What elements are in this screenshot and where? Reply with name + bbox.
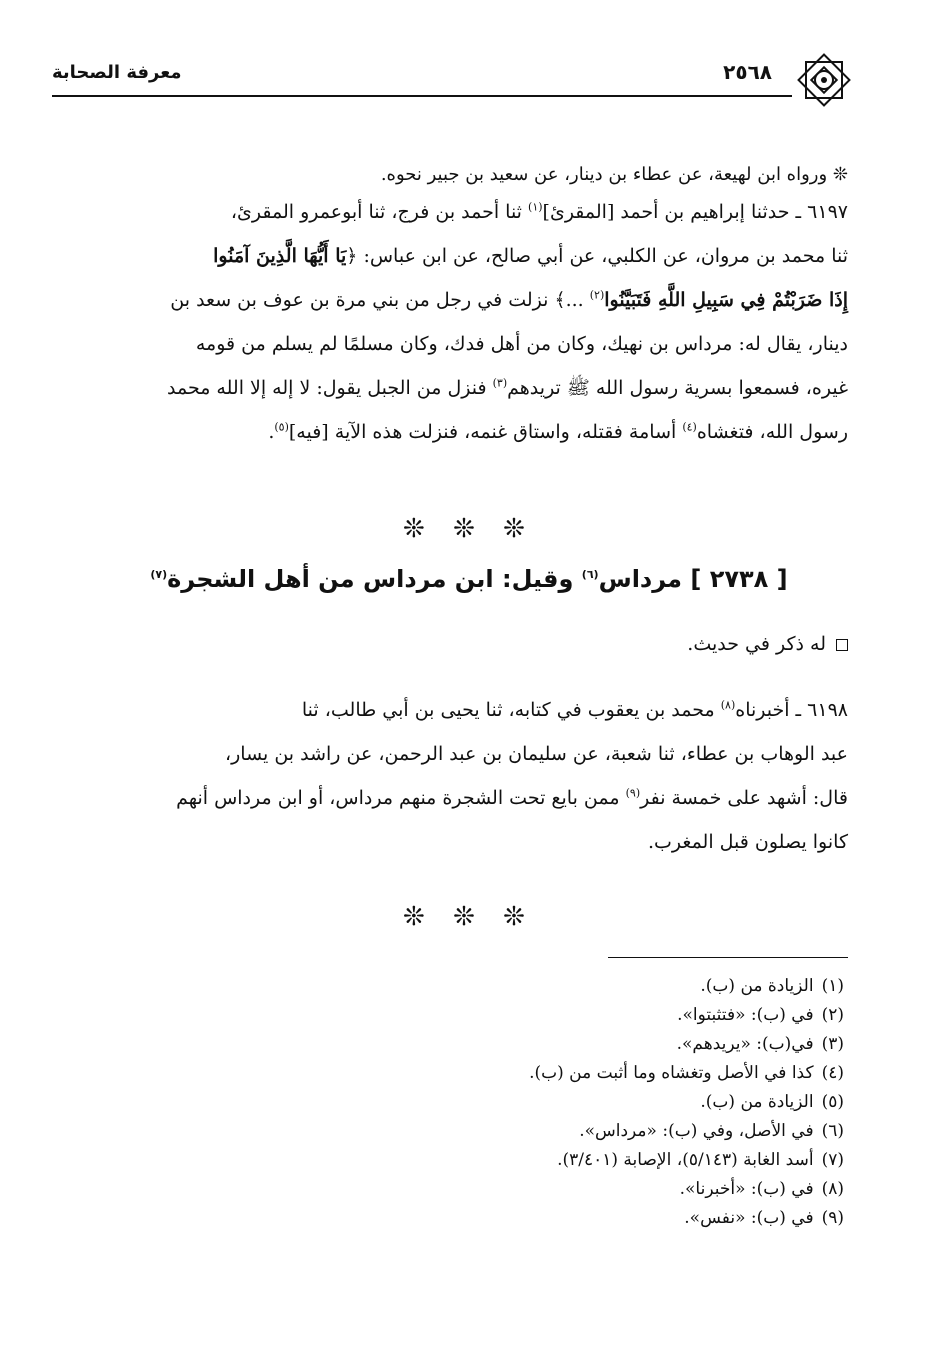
- section-divider: ❊ ❊ ❊: [403, 902, 535, 932]
- running-title: معرفة الصحابة: [52, 62, 182, 83]
- intro-paragraph: ❊ ورواه ابن لهيعة، عن عطاء بن دينار، عن سعيد بن جبير نحوه.: [380, 164, 848, 185]
- footnote-item: (٦)في الأصل، وفي (ب): «مرداس».: [579, 1121, 844, 1141]
- footnote-item: (٤)كذا في الأصل وتغشاه وما أثبت من (ب).: [529, 1063, 844, 1083]
- footnote-ref: (٦): [581, 568, 599, 581]
- footnotes-list: [84, 972, 844, 1233]
- hadith-6197-line6: رسول الله، فتغشاه$^{(٤)}$ أسامة فقتله، واستاق غنمه، فنزلت هذه الآية [فيه]$^{(٥)}$.: [268, 420, 848, 443]
- section-divider: ❊ ❊ ❊: [403, 514, 535, 544]
- hadith-6197: [78, 190, 848, 454]
- footnote-item: (٢)في (ب): «فتثبتوا».: [677, 1005, 844, 1025]
- footnote-ref: (٨): [720, 698, 736, 712]
- hadith-6198-line2: عبد الوهاب بن عطاء، ثنا شعبة، عن سليمان بن عبد الرحمن، عن راشد بن يسار،: [224, 743, 848, 765]
- hadith-6197-line1: ٦١٩٧ ـ حدثنا إبراهيم بن أحمد [المقرئ]$^{(١)}$ ثنا أحمد بن فرج، ثنا أبوعمرو المقرئ،: [230, 200, 848, 223]
- hadith-6198: [78, 688, 848, 864]
- footnote-item: (٨)في (ب): «أخبرنا».: [679, 1179, 844, 1199]
- hadith-6198-line4: كانوا يصلون قبل المغرب.: [648, 831, 848, 853]
- hadith-6197-line2: ثنا محمد بن مروان، عن الكلبي، عن أبي صالح، عن ابن عباس: ﴿يَا أَيُّهَا الَّذِينَ آمَنُوا: [213, 245, 848, 267]
- footnote-item: (١)الزيادة من (ب).: [700, 976, 844, 996]
- footnote-rule: [608, 957, 848, 958]
- square-bullet-icon: [836, 639, 848, 651]
- page-number: ٢٥٦٨: [723, 60, 772, 84]
- footnote-ref: (٥): [274, 420, 289, 434]
- footnote-ref: (٤): [682, 420, 697, 434]
- entry-note: له ذكر في حديث.: [687, 633, 848, 655]
- footnote-item: (٣)في(ب): «يريدهم».: [676, 1034, 844, 1054]
- hadith-6197-line5: غيره، فسمعوا بسرية رسول الله ﷺ تريدهم$^{(٣)}$ فنزل من الجبل يقول: لا إله إلا الله محمد: [166, 376, 848, 399]
- footnote-item: (٩)في (ب): «نفس».: [684, 1208, 844, 1228]
- entry-heading: [ ٢٧٣٨ ] مرداس$^{(٦)}$ وقيل: ابن مرداس من أهل الشجرة$^{(٧)}$: [150, 565, 788, 593]
- star-ornament-icon: [792, 48, 856, 112]
- hadith-6198-line3: قال: أشهد على خمسة نفر$^{(٩)}$ ممن بايع تحت الشجرة منهم مرداس، أو ابن مرداس أنهم: [176, 786, 848, 809]
- footnote-ref: (٢): [589, 288, 605, 302]
- hadith-6197-line4: دينار، يقال له: مرداس بن نهيك، وكان من أهل فدك، وكان مسلمًا لم يسلم من قومه: [195, 333, 848, 355]
- footnote-item: (٥)الزيادة من (ب).: [700, 1092, 844, 1112]
- footnote-ref: (٩): [625, 786, 641, 800]
- header-rule: [52, 95, 792, 97]
- page-header: [52, 48, 856, 96]
- quran-verse: يَا أَيُّهَا الَّذِينَ آمَنُوا: [213, 245, 347, 267]
- footnote-ref: (٣): [492, 376, 508, 390]
- footnote-ref: (١): [528, 200, 543, 214]
- hadith-6197-line3: إِذَا ضَرَبْتُمْ فِي سَبِيلِ اللَّهِ فَتَبَيَّنُوا$^{(٢)}$ ...﴾ نزلت في رجل من بني مرة بن عوف بن سعد بن: [170, 288, 848, 311]
- footnote-item: (٧)أسد الغابة (٥/١٤٣)، الإصابة (٣/٤٠١).: [557, 1150, 844, 1170]
- quran-verse: إِذَا ضَرَبْتُمْ فِي سَبِيلِ اللَّهِ فَتَبَيَّنُوا: [604, 289, 848, 311]
- hadith-6198-line1: ٦١٩٨ ـ أخبرناه$^{(٨)}$ محمد بن يعقوب في كتابه، ثنا يحيى بن أبي طالب، ثنا: [301, 698, 848, 721]
- footnote-ref: (٧): [150, 568, 168, 581]
